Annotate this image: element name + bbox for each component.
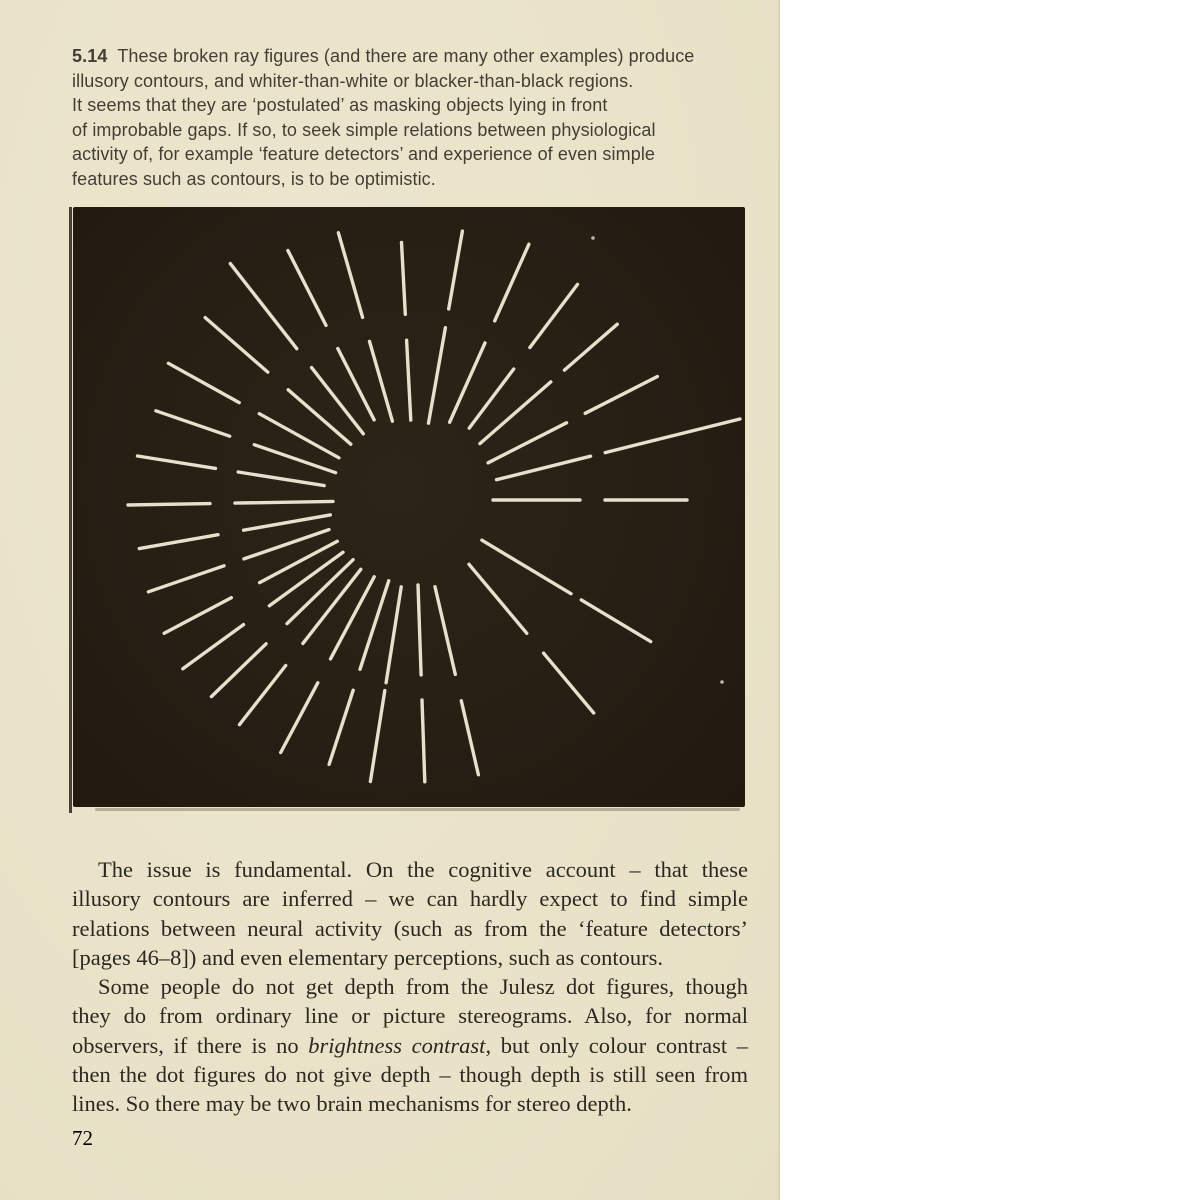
- ray-segment: [211, 644, 266, 697]
- body-line: [72, 1060, 748, 1089]
- ray-segment: [329, 690, 353, 764]
- scan-edge-artifact: [69, 207, 72, 813]
- ray-segment: [497, 456, 591, 480]
- ray-segment: [605, 419, 740, 453]
- ray-segment: [495, 244, 529, 321]
- caption-line: [72, 69, 772, 94]
- text-run: they do from ordinary line or picture stereograms. Also, for normal: [72, 1003, 748, 1029]
- ray-segment: [564, 324, 617, 370]
- ray-segment: [168, 363, 239, 402]
- body-text: [72, 855, 748, 1119]
- broken-ray-figure: [73, 207, 745, 807]
- ray-segment: [370, 341, 393, 421]
- ray-segment: [138, 456, 216, 468]
- ray-segment: [240, 666, 286, 725]
- scan-smudge-artifact: [95, 808, 740, 811]
- ray-segment: [386, 587, 401, 683]
- ray-segment: [230, 264, 296, 349]
- text-run: observers, if there is no: [72, 1032, 309, 1058]
- ray-segment: [139, 535, 218, 549]
- ray-segment: [244, 530, 329, 559]
- ray-segment: [530, 284, 578, 347]
- text-run: brightness contrast: [308, 1032, 486, 1058]
- ray-segment: [260, 541, 338, 582]
- ray-segment: [312, 368, 364, 434]
- text-run: then the dot figures do not give depth – though depth is still seen from: [72, 1062, 748, 1088]
- text-run: 5.14: [72, 46, 108, 66]
- text-run: activity of, for example ‘feature detectors’ and experience of even simple: [72, 144, 656, 165]
- ray-segment: [581, 600, 650, 642]
- ray-segment: [461, 701, 478, 775]
- body-line: [72, 943, 748, 972]
- ray-segment: [469, 564, 527, 633]
- ray-segment: [435, 587, 455, 675]
- text-run: illusory contours are inferred – we can hardly expect to find simple: [72, 886, 748, 912]
- ray-segment: [482, 540, 571, 594]
- ray-segment: [205, 318, 268, 373]
- body-line: [72, 1001, 748, 1030]
- caption-line: [72, 44, 772, 69]
- body-line: [72, 1031, 748, 1060]
- page-number: 72: [72, 1126, 93, 1150]
- text-run: These broken ray figures (and there are many other examples) produce: [107, 46, 695, 66]
- ray-segment: [402, 242, 406, 314]
- ray-segment: [370, 691, 384, 782]
- ray-segment: [238, 472, 324, 486]
- text-run: illusory contours, and whiter-than-white or blacker-than-black regions.: [72, 70, 634, 91]
- text-run: Some people do not get depth from the Julesz dot figures, though: [98, 974, 748, 1000]
- caption-line: [72, 118, 772, 143]
- ray-segment: [156, 411, 230, 436]
- ray-segment: [429, 328, 446, 424]
- dust-speck: [720, 680, 724, 684]
- caption-line: [72, 142, 772, 167]
- ray-segment: [488, 423, 566, 463]
- ray-segment: [235, 501, 333, 503]
- text-run: , but only colour contrast –: [485, 1032, 748, 1058]
- text-run: [pages 46–8]) and even elementary perceptions, such as contours.: [72, 944, 664, 970]
- ray-segment: [244, 515, 331, 530]
- ray-segment: [164, 598, 231, 634]
- caption-line: [72, 167, 772, 192]
- ray-segment: [148, 566, 224, 592]
- ray-segment: [407, 340, 411, 420]
- ray-segment: [418, 585, 421, 675]
- ray-segment: [585, 377, 657, 414]
- body-line: [72, 855, 748, 884]
- ray-segment: [450, 343, 485, 422]
- text-run: relations between neural activity (such as from the ‘feature detectors’: [72, 915, 748, 941]
- caption-line: [72, 93, 772, 118]
- figure-caption: [72, 44, 772, 192]
- ray-segment: [183, 625, 244, 669]
- ray-segment: [128, 504, 210, 505]
- ray-segment: [449, 231, 463, 309]
- dust-speck: [591, 236, 595, 240]
- text-run: It seems that they are ‘postulated’ as masking objects lying in front: [72, 95, 608, 116]
- text-run: The issue is fundamental. On the cognitive account – that these: [98, 857, 748, 882]
- text-run: features such as contours, is to be optimistic.: [72, 168, 436, 189]
- body-line: [72, 914, 748, 943]
- figure-plate: [73, 207, 745, 807]
- ray-segment: [288, 251, 326, 326]
- ray-segment: [422, 700, 425, 782]
- ray-segment: [281, 683, 318, 753]
- text-run: of improbable gaps. If so, to seek simple relations between physiological: [72, 119, 656, 140]
- body-line: [72, 884, 748, 913]
- body-line: [72, 1089, 748, 1118]
- body-line: [72, 972, 748, 1001]
- ray-segment: [338, 233, 362, 318]
- text-run: lines. So there may be two brain mechanisms for stereo depth.: [72, 1091, 632, 1117]
- ray-segment: [544, 653, 594, 713]
